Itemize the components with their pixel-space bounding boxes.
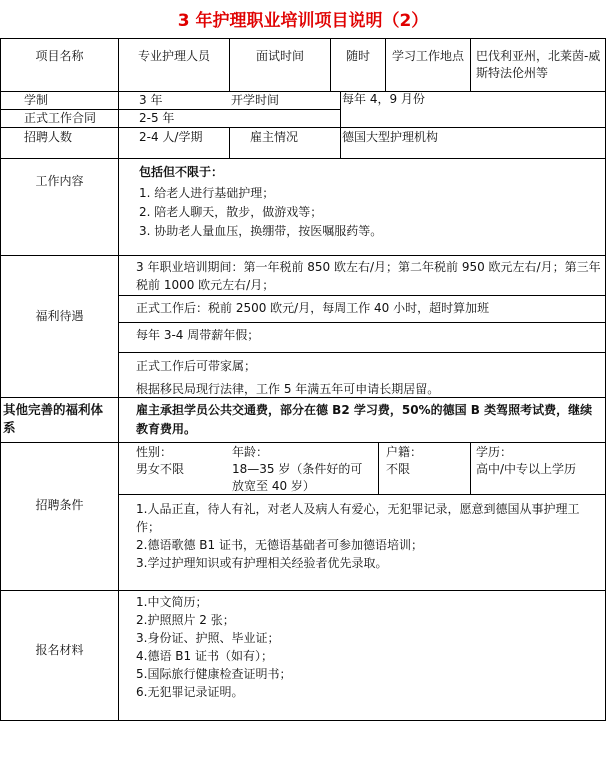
row-divider bbox=[118, 352, 606, 353]
job-content-list bbox=[139, 184, 599, 241]
employer-label: 雇主情况 bbox=[250, 130, 299, 144]
row-divider bbox=[0, 255, 606, 256]
age-label: 年龄： bbox=[232, 445, 269, 459]
requirements-label: 招聘条件 bbox=[35, 498, 84, 512]
employer-value: 德国大型护理机构 bbox=[342, 130, 439, 144]
list-item: 2.德语歌德 B1 证书，无德语基础者可参加德语培训； bbox=[136, 538, 423, 552]
start-time-value: 每年 4，9 月份 bbox=[342, 92, 425, 106]
table-left-border bbox=[0, 39, 1, 721]
welfare-vacation: 每年 3-4 周带薪年假； bbox=[136, 328, 260, 342]
study-location-value: 巴伐利亚州，北莱茵-威斯特法伦州等 bbox=[476, 49, 601, 80]
list-item: 1.人品正直，待人有礼，对老人及病人有爱心，无犯罪记录，愿意到德国从事护理工作； bbox=[136, 502, 580, 534]
recruit-value: 2-4 人/学期 bbox=[139, 130, 203, 144]
col-divider bbox=[229, 39, 230, 92]
list-item: 2. 陪老人聊天，散步，做游戏等； bbox=[139, 205, 323, 219]
list-item: 3.学过护理知识或有护理相关经验者优先录取。 bbox=[136, 556, 388, 570]
list-item: 4.德语 B1 证书（如有）； bbox=[136, 649, 273, 663]
start-time-label: 开学时间 bbox=[231, 93, 280, 107]
list-item: 3.身份证、护照、毕业证； bbox=[136, 631, 280, 645]
welfare-family: 正式工作后可带家属； bbox=[136, 359, 257, 373]
education-label: 学历： bbox=[476, 445, 513, 459]
project-name-label: 项目名称 bbox=[35, 49, 84, 63]
welfare-residence: 根据移民局现行法律，工作 5 年满五年可申请长期居留。 bbox=[136, 382, 440, 396]
job-content-label: 工作内容 bbox=[35, 174, 84, 188]
contract-value: 2-5 年 bbox=[139, 111, 175, 125]
col-divider bbox=[385, 39, 386, 92]
row-divider bbox=[0, 590, 606, 591]
recruit-label: 招聘人数 bbox=[24, 130, 73, 144]
hukou-label: 户籍： bbox=[386, 445, 423, 459]
other-benefits-label: 其他完善的福利体系 bbox=[3, 402, 104, 435]
study-location-label: 学习工作地点 bbox=[392, 49, 465, 63]
row-divider bbox=[118, 322, 606, 323]
list-item: 1. 给老人进行基础护理； bbox=[139, 186, 275, 200]
other-benefits-value: 雇主承担学员公共交通费，部分在德 B2 学习费，50%的德国 B 类驾照考试费，继续教育费用。 bbox=[136, 403, 593, 436]
col-divider bbox=[229, 127, 230, 159]
welfare-label: 福利待遇 bbox=[35, 309, 84, 323]
education-value: 高中/中专以上学历 bbox=[476, 462, 577, 476]
gender-label: 性别： bbox=[136, 445, 173, 459]
document-title: 3 年护理职业培训项目说明（2） bbox=[0, 4, 606, 39]
list-item: 1.中文简历； bbox=[136, 595, 208, 609]
contract-label: 正式工作合同 bbox=[24, 111, 97, 125]
materials-list bbox=[136, 593, 602, 701]
interview-time-value: 随时 bbox=[345, 49, 370, 63]
col-divider bbox=[378, 442, 379, 495]
col-divider bbox=[118, 39, 119, 721]
table-right-border bbox=[605, 39, 606, 721]
age-value: 18—35 岁（条件好的可放宽至 40 岁） bbox=[232, 462, 363, 493]
table-bottom-border bbox=[0, 720, 606, 721]
interview-time-label: 面试时间 bbox=[255, 49, 304, 63]
duration-label: 学制 bbox=[24, 93, 49, 107]
list-item: 6.无犯罪记录证明。 bbox=[136, 685, 244, 699]
row-divider bbox=[118, 295, 606, 296]
row-divider bbox=[0, 442, 606, 443]
list-item: 2.护照照片 2 张； bbox=[136, 613, 235, 627]
project-name-value: 专业护理人员 bbox=[137, 49, 210, 63]
materials-label: 报名材料 bbox=[35, 643, 84, 657]
col-divider bbox=[330, 39, 331, 92]
gender-value: 男女不限 bbox=[136, 462, 185, 476]
duration-value: 3 年 bbox=[139, 93, 163, 107]
col-divider bbox=[470, 39, 471, 92]
list-item: 3. 协助老人量血压，换绷带，按医嘱服药等。 bbox=[139, 224, 383, 238]
row-divider bbox=[0, 158, 606, 159]
welfare-formal-salary: 正式工作后：税前 2500 欧元/月，每周工作 40 小时，超时算加班 bbox=[136, 301, 490, 315]
col-divider bbox=[470, 442, 471, 495]
row-divider bbox=[0, 127, 606, 128]
list-item: 5.国际旅行健康检查证明书； bbox=[136, 667, 292, 681]
col-divider bbox=[340, 91, 341, 159]
welfare-training-salary: 3 年职业培训期间：第一年税前 850 欧左右/月；第二年税前 950 欧元左右/月；第三年税前 1000 欧元左右/月； bbox=[136, 260, 601, 292]
hukou-value: 不限 bbox=[386, 462, 411, 476]
requirements-list bbox=[136, 500, 602, 572]
job-content-heading: 包括但不限于： bbox=[139, 165, 224, 179]
